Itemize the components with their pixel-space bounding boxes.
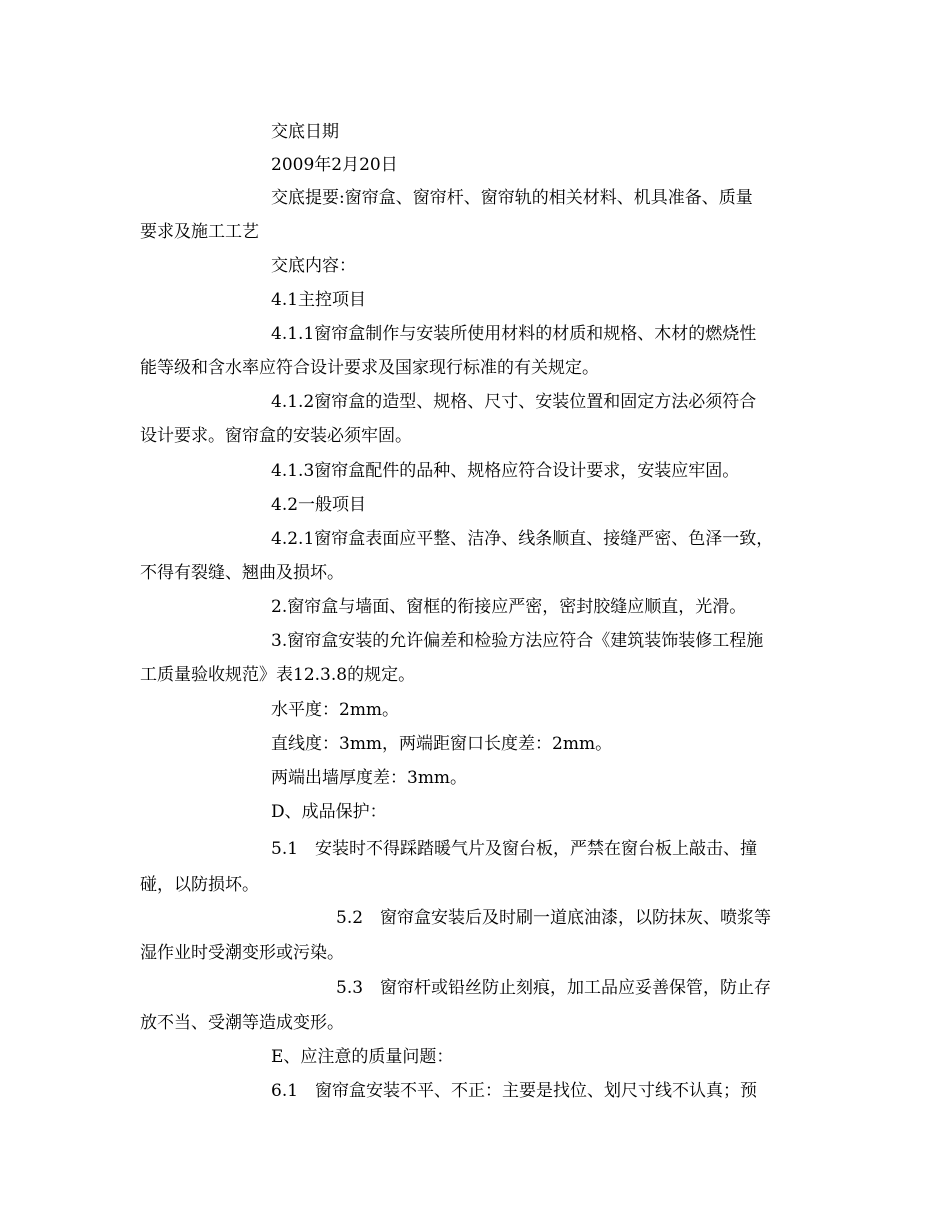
- item-4-1-1-line-2: 能等级和含水率应符合设计要求及国家现行标准的有关规定。: [140, 358, 599, 378]
- wall-thickness-tolerance: 两端出墙厚度差：3mm。: [271, 768, 468, 788]
- content-heading: 交底内容：: [271, 256, 356, 276]
- item-3-line-1: 3.窗帘盒安装的允许偏差和检验方法应符合《建筑装饰装修工程施: [271, 631, 764, 651]
- item-2: 2.窗帘盒与墙面、窗框的衔接应严密，密封胶缝应顺直，光滑。: [271, 597, 747, 617]
- summary-line-2: 要求及施工工艺: [140, 222, 259, 242]
- item-3-line-2: 工质量验收规范》表12.3.8的规定。: [140, 665, 416, 685]
- item-5-2-line-1: 5.2 窗帘盒安装后及时刷一道底油漆，以防抹灰、喷浆等: [336, 908, 772, 928]
- item-5-2-line-2: 湿作业时受潮变形或污染。: [140, 943, 344, 963]
- item-4-1-1-line-1: 4.1.1窗帘盒制作与安装所使用材料的材质和规格、木材的燃烧性: [271, 324, 757, 344]
- section-4-1-heading: 4.1主控项目: [271, 290, 367, 310]
- item-4-1-3: 4.1.3窗帘盒配件的品种、规格应符合设计要求，安装应牢固。: [271, 461, 740, 481]
- item-5-3-line-2: 放不当、受潮等造成变形。: [140, 1013, 344, 1033]
- item-4-2-1-line-1: 4.2.1窗帘盒表面应平整、洁净、线条顺直、接缝严密、色泽一致，: [271, 529, 774, 549]
- summary-line-1: 交底提要:窗帘盒、窗帘杆、窗帘轨的相关材料、机具准备、质量: [271, 188, 753, 208]
- item-4-2-1-line-2: 不得有裂缝、翘曲及损坏。: [140, 563, 344, 583]
- item-6-1-line-1: 6.1 窗帘盒安装不平、不正：主要是找位、划尺寸线不认真；预: [271, 1081, 758, 1101]
- item-5-1-line-1: 5.1 安装时不得踩踏暖气片及窗台板，严禁在窗台板上敲击、撞: [271, 839, 758, 859]
- section-4-2-heading: 4.2一般项目: [271, 495, 367, 515]
- delivery-date-label: 交底日期: [271, 122, 339, 142]
- item-4-1-2-line-1: 4.1.2窗帘盒的造型、规格、尺寸、安装位置和固定方法必须符合: [271, 392, 757, 412]
- delivery-date-value: 2009年2月20日: [271, 155, 398, 175]
- section-d-heading: D、成品保护：: [271, 802, 387, 822]
- levelness-tolerance: 水平度：2mm。: [271, 700, 400, 720]
- section-e-heading: E、应注意的质量问题：: [271, 1047, 454, 1067]
- straightness-tolerance: 直线度：3mm，两端距窗口长度差：2mm。: [271, 734, 613, 754]
- item-4-1-2-line-2: 设计要求。窗帘盒的安装必须牢固。: [140, 426, 412, 446]
- item-5-3-line-1: 5.3 窗帘杆或铅丝防止刻痕，加工品应妥善保管，防止存: [336, 978, 772, 998]
- item-5-1-line-2: 碰，以防损坏。: [140, 875, 259, 895]
